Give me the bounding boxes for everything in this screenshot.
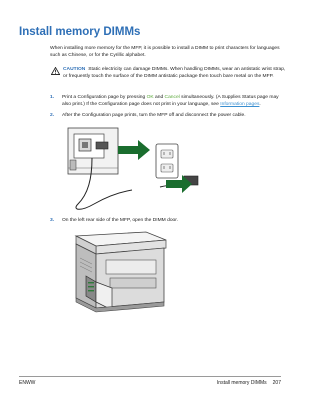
page-number: 207: [272, 380, 281, 386]
step-number: 1.: [50, 95, 55, 100]
step-3: [50, 218, 286, 225]
step-text: On the left rear side of the MFP, open the DIMM door.: [62, 218, 178, 223]
step-number: 2.: [50, 113, 55, 118]
step-text: After the Configuration page prints, turn the MFP off and disconnect the power cable.: [62, 113, 246, 118]
cancel-key: Cancel: [164, 95, 180, 100]
step-1: [50, 95, 286, 108]
caution-note: [63, 67, 287, 80]
footer-divider: [19, 376, 281, 377]
caution-icon: [51, 67, 60, 75]
information-pages-link[interactable]: Information pages: [220, 101, 260, 107]
ok-key: OK: [146, 95, 154, 100]
footer-section-title: Install memory DIMMs: [216, 380, 267, 386]
mfp-dimm-door-illustration: [60, 228, 175, 316]
power-cable-illustration: [60, 124, 210, 214]
step-number: 3.: [50, 218, 55, 223]
step-text-part: simultaneously. (A Supplies Status page may also print.) If the Configuration page does not print in your language, see: [62, 95, 279, 107]
step-text: [62, 95, 286, 108]
step-2: [50, 113, 286, 120]
caution-text: Static electricity can damage DIMMs. When handling DIMMs, wear an antistatic wrist strap, or frequently touch the surface of the DIMM antistatic package then touch bare metal on the MFP.: [63, 67, 286, 79]
step-text-part: and: [153, 95, 165, 100]
caution-label: CAUTION: [63, 67, 86, 72]
footer-page-info: [211, 380, 281, 386]
footer-brand: ENWW: [19, 380, 36, 386]
step-text-part: .: [259, 101, 261, 107]
page-title: Install memory DIMMs: [19, 26, 141, 38]
step-text-part: Print a Configuration page by pressing: [62, 95, 147, 100]
intro-paragraph: When installing more memory for the MFP, it is possible to install a DIMM to print characters for languages such as Chinese, or for the Cyrillic alphabet.: [50, 46, 280, 58]
